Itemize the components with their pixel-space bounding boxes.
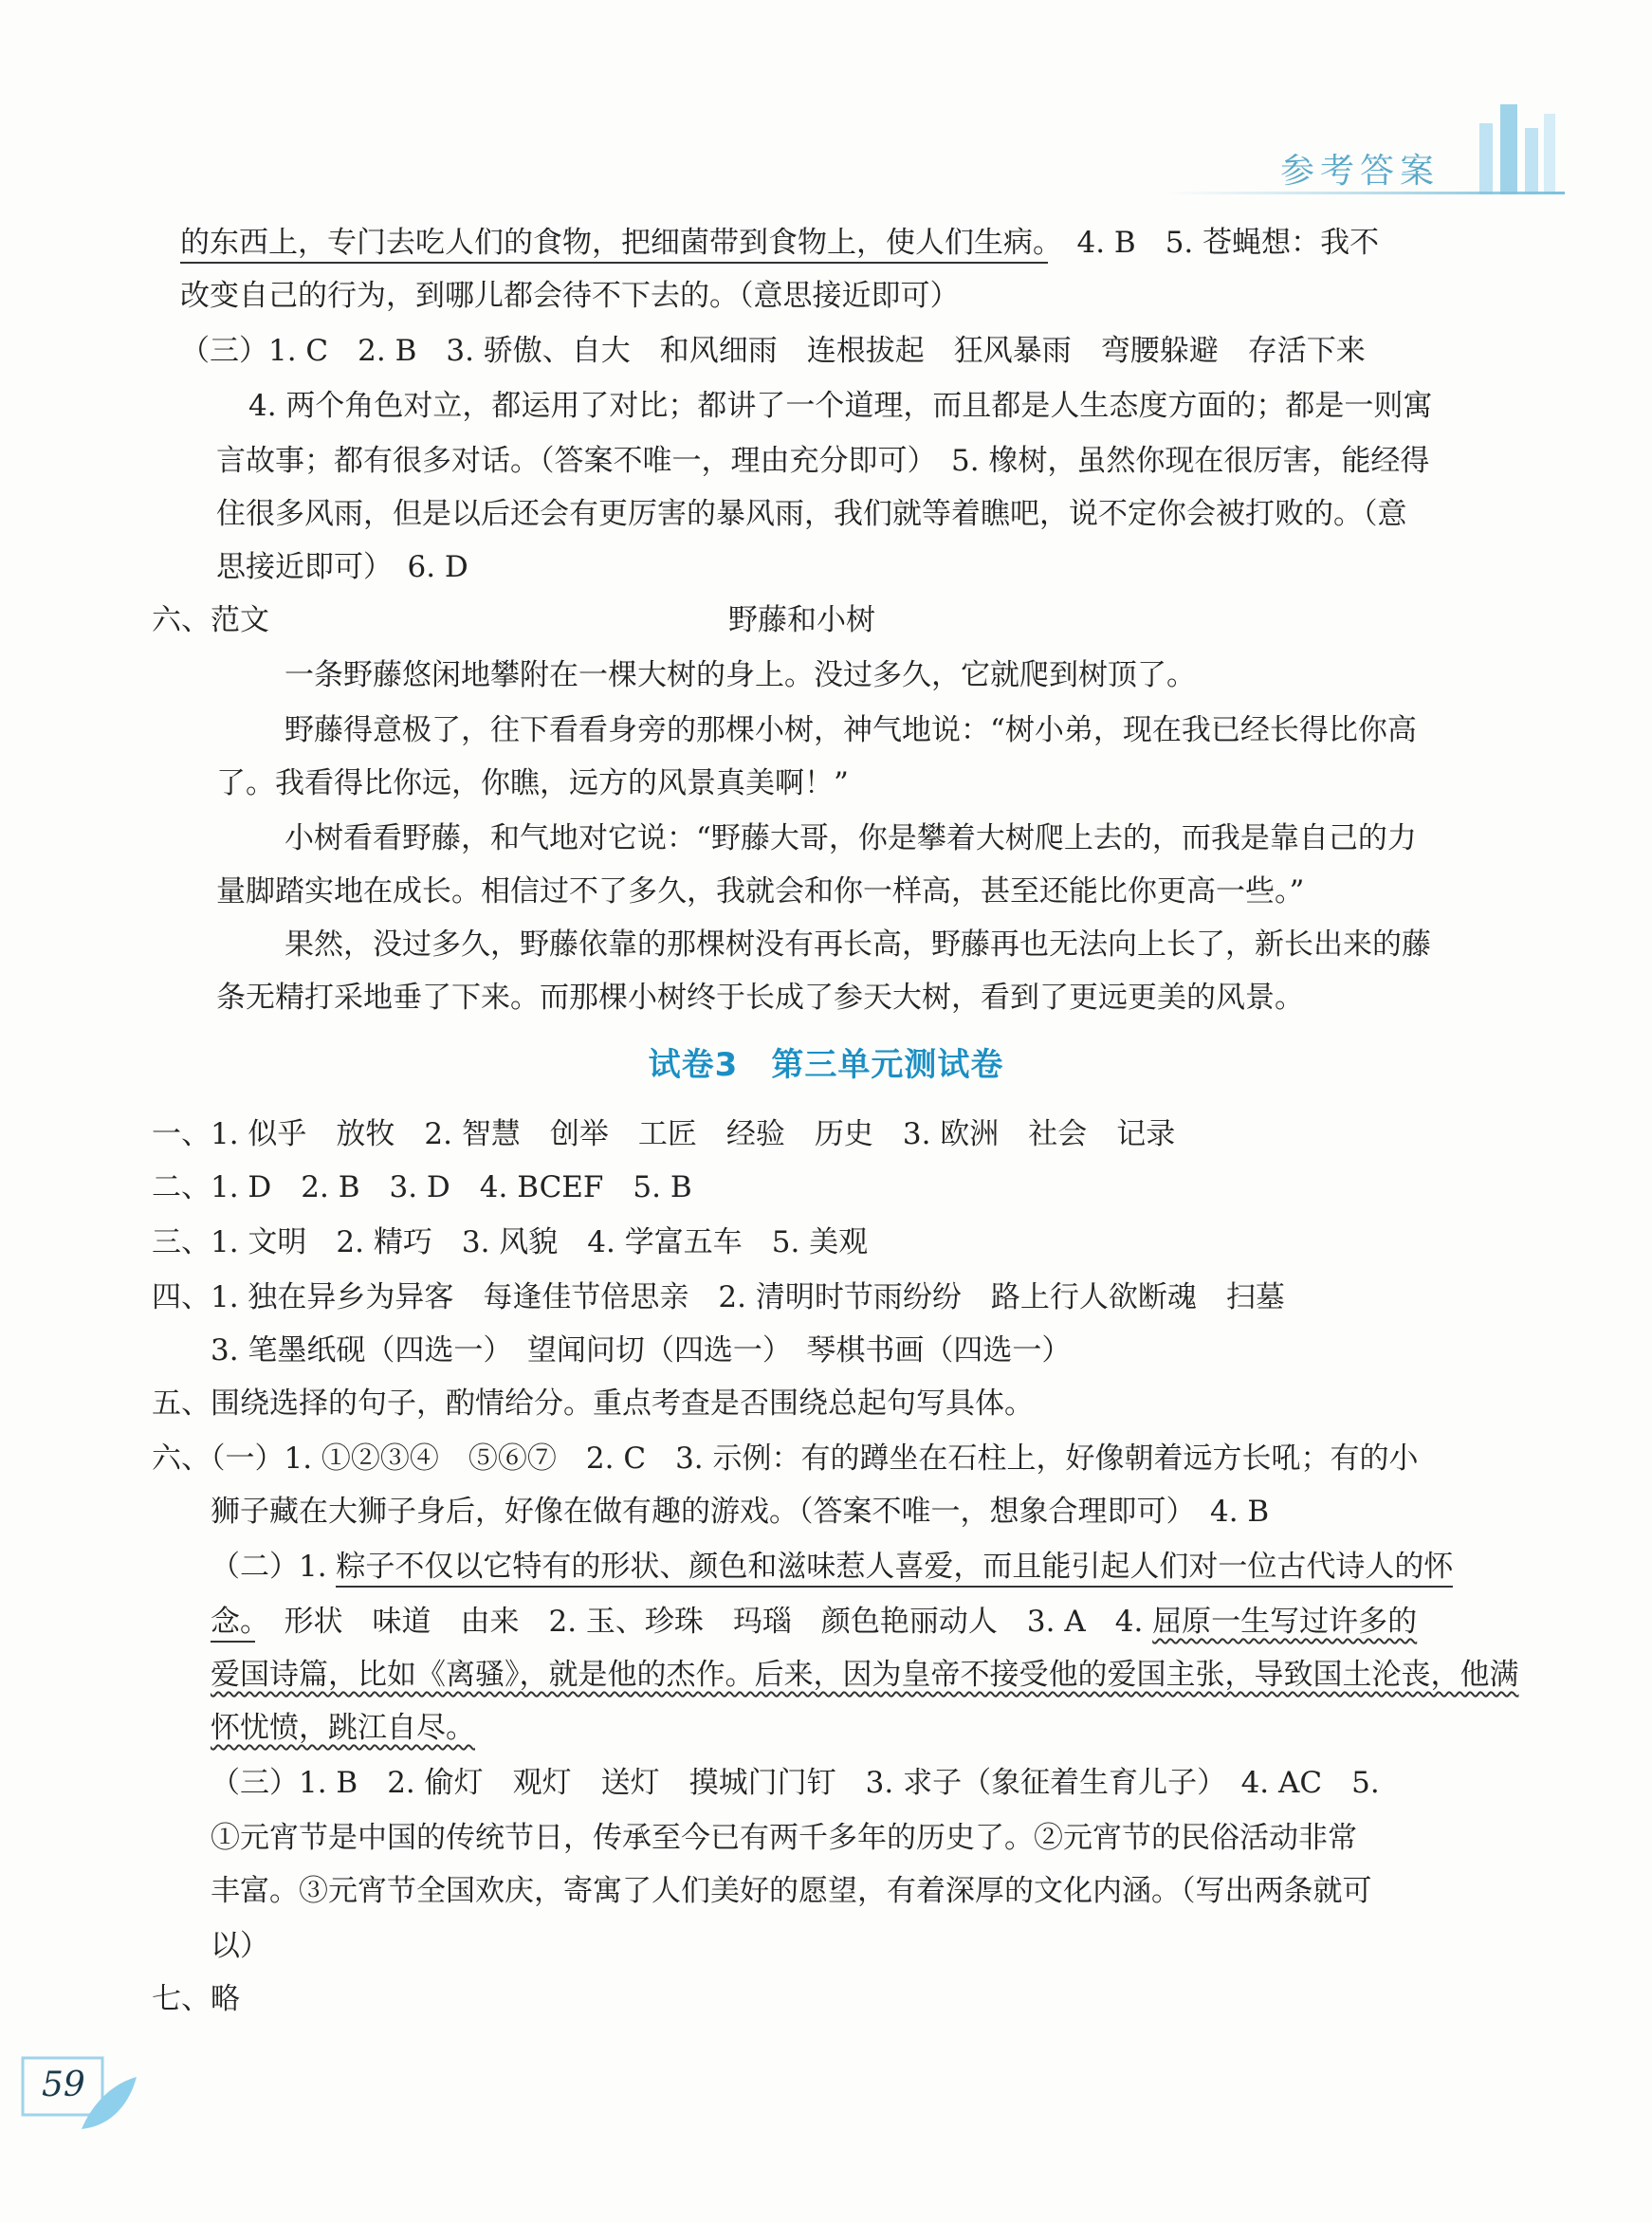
answer-line-4: 4. 两个角色对立，都运用了对比；都讲了一个道理，而且都是人生态度方面的；都是一则寓 [248, 389, 1433, 423]
answer-line-7: 思接近即可） 6. D [216, 550, 468, 584]
answer-line-2: 改变自己的行为，到哪儿都会待不下去的。（意思接近即可） [180, 279, 960, 313]
test3-answer-11: 爱国诗篇，比如《离骚》，就是他的杰作。后来，因为皇帝不接受他的爱国主张，导致国土沦丧，他满 [211, 1658, 1519, 1692]
test3-answer-15: 丰富。③元宵节全国欢庆，寄寓了人们美好的愿望，有着深厚的文化内涵。（写出两条就可 [211, 1874, 1372, 1908]
answer-line-3: （三）1. C 2. B 3. 骄傲、自大 和风细雨 连根拔起 狂风暴雨 弯腰躲避 存活下来 [180, 334, 1366, 368]
essay-line-5: 量脚踏实地在成长。相信过不了多久，我就会和你一样高，甚至还能比你更高一些。” [216, 874, 1305, 909]
test3-answer-1: 一、1. 似乎 放牧 2. 智慧 创举 工匠 经验 历史 3. 欧洲 社会 记录 [152, 1117, 1176, 1151]
test3-answer-2: 二、1. D 2. B 3. D 4. BCEF 5. B [152, 1170, 692, 1204]
test3-answer-9: （二）1. 粽子不仅以它特有的形状、颜色和滋味惹人喜爱，而且能引起人们对一位古代诗人的怀 [211, 1548, 1453, 1586]
test3-answer-5: 3. 笔墨纸砚（四选一） 望闻问切（四选一） 琴棋书画（四选一） [211, 1333, 1072, 1368]
test3-answer-12: 怀忧愤，跳江自尽。 [211, 1711, 475, 1745]
essay-line-6: 果然，没过多久，野藤依靠的那棵树没有再长高，野藤再也无法向上长了，新长出来的藤 [285, 927, 1431, 962]
page-number-badge [15, 2048, 138, 2134]
test3-answer-16: 以） [211, 1929, 269, 1963]
test3-answer-17: 七、略 [152, 1982, 240, 2016]
answer-line-5: 言故事；都有很多对话。（答案不唯一，理由充分即可） 5. 橡树，虽然你现在很厉害，能经得 [216, 444, 1430, 478]
essay-line-1: 一条野藤悠闲地攀附在一棵大树的身上。没过多久，它就爬到树顶了。 [285, 658, 1196, 692]
test3-answer-4: 四、1. 独在异乡为异客 每逢佳节倍思亲 2. 清明时节雨纷纷 路上行人欲断魂 扫墓 [152, 1280, 1285, 1314]
essay-line-7: 条无精打采地垂了下来。而那棵小树终于长成了参天大树，看到了更远更美的风景。 [216, 981, 1304, 1015]
test3-answer-3: 三、1. 文明 2. 精巧 3. 风貌 4. 学富五车 5. 美观 [152, 1225, 869, 1259]
essay-title: 野藤和小树 [728, 603, 875, 637]
essay-line-2: 野藤得意极了，往下看看身旁的那棵小树，神气地说：“树小弟，现在我已经长得比你高 [285, 713, 1417, 747]
page-number: 59 [42, 2066, 85, 2104]
test3-answer-14: ①元宵节是中国的传统节日，传承至今已有两千多年的历史了。②元宵节的民俗活动非常 [211, 1821, 1357, 1855]
test-3-title: 试卷3 第三单元测试卷 [648, 1046, 1004, 1084]
test3-answer-13: （三）1. B 2. 偷灯 观灯 送灯 摸城门门钉 3. 求子（象征着生育儿子） 4. AC 5. [211, 1766, 1380, 1800]
test3-answer-8: 狮子藏在大狮子身后，好像在做有趣的游戏。（答案不唯一，想象合理即可） 4. B [211, 1495, 1270, 1529]
essay-line-3: 了。我看得比你远，你瞧，远方的风景真美啊！” [216, 766, 849, 800]
test3-answer-6: 五、围绕选择的句子，酌情给分。重点考查是否围绕总起句写具体。 [152, 1386, 1034, 1421]
answer-line-1: 的东西上，专门去吃人们的食物，把细菌带到食物上，使人们生病。 4. B 5. 苍蝇想：我不 [180, 224, 1379, 262]
page-header [1166, 85, 1574, 209]
test3-answer-7: 六、（一）1. ①②③④ ⑤⑥⑦ 2. C 3. 示例：有的蹲坐在石柱上，好像朝着远方长吼；有的小 [152, 1442, 1419, 1476]
section-six-label: 六、范文 [152, 603, 269, 637]
answer-line-6: 住很多风雨，但是以后还会有更厉害的暴风雨，我们就等着瞧吧，说不定你会被打败的。（意 [216, 497, 1407, 531]
test3-answer-10: 念。 形状 味道 由来 2. 玉、珍珠 玛瑙 颜色艳丽动人 3. A 4. 屈原一生写过许多的 [211, 1603, 1417, 1641]
essay-line-4: 小树看看野藤，和气地对它说：“野藤大哥，你是攀着大树爬上去的，而我是靠自己的力 [285, 821, 1417, 855]
header-title: 参考答案 [1280, 152, 1441, 191]
